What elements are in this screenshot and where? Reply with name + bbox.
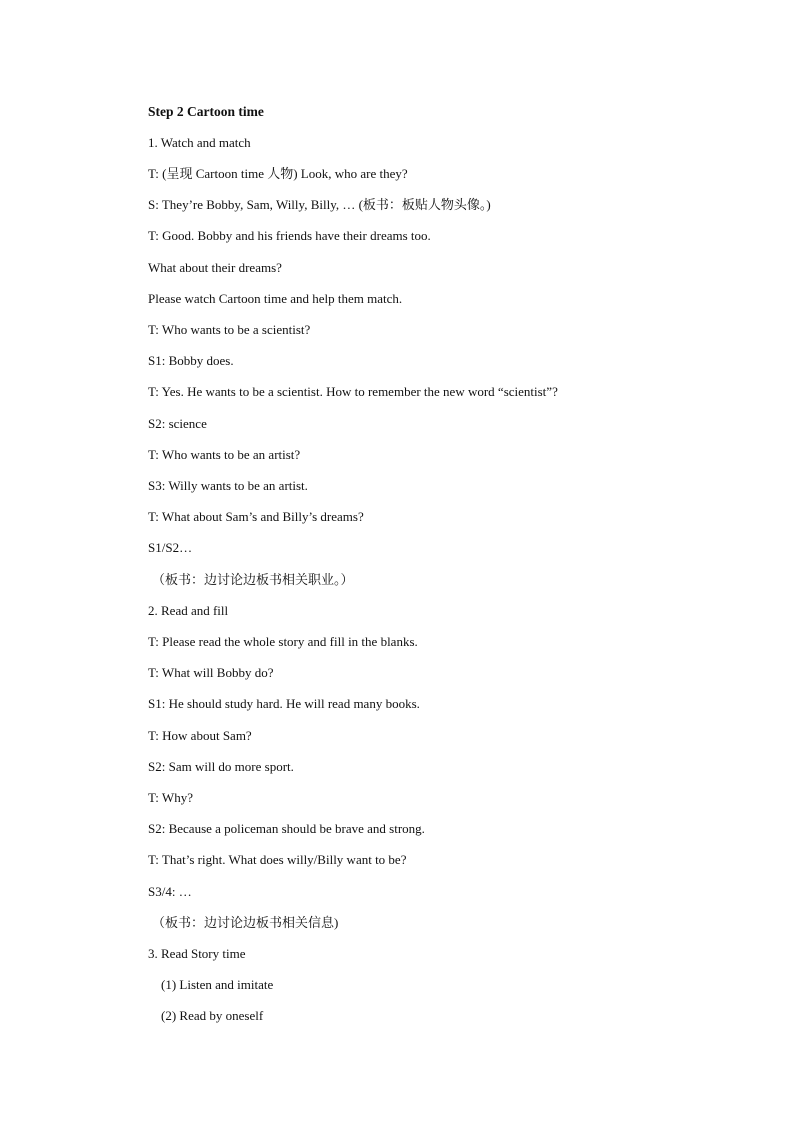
text-line: S3: Willy wants to be an artist. — [148, 478, 308, 493]
text-line: What about their dreams? — [148, 260, 282, 275]
text-line: T: Please read the whole story and fill in the blanks. — [148, 634, 418, 649]
text-line: T: Why? — [148, 790, 193, 805]
text-line: S3/4: … — [148, 884, 192, 899]
text-line: T: Yes. He wants to be a scientist. How to remember the new word “scientist”? — [148, 384, 558, 399]
text-line: T: Good. Bobby and his friends have their dreams too. — [148, 228, 431, 243]
text-line: T: Who wants to be a scientist? — [148, 322, 311, 337]
text-line: T: Who wants to be an artist? — [148, 447, 301, 462]
text-line: S1/S2… — [148, 540, 193, 555]
text-line: S2: Sam will do more sport. — [148, 759, 294, 774]
text-line: T: How about Sam? — [148, 728, 252, 743]
heading-watch-and-match: 1. Watch and match — [148, 135, 251, 150]
text-line: S2: science — [148, 416, 207, 431]
sub-item: (1) Listen and imitate — [161, 977, 274, 992]
text-line: S1: Bobby does. — [148, 353, 234, 368]
sub-item: (2) Read by oneself — [161, 1008, 264, 1023]
heading-read-and-fill: 2. Read and fill — [148, 603, 229, 618]
text-line: Please watch Cartoon time and help them match. — [148, 291, 403, 306]
section-title: Step 2 Cartoon time — [148, 104, 264, 119]
blackboard-note: （板书：边讨论边板书相关信息) — [152, 915, 339, 930]
text-line: T: What will Bobby do? — [148, 665, 274, 680]
text-line: T: That’s right. What does willy/Billy want to be? — [148, 852, 407, 867]
text-line: T: (呈现 Cartoon time 人物) Look, who are they? — [148, 166, 408, 181]
text-line: S1: He should study hard. He will read many books. — [148, 696, 420, 711]
text-line: T: What about Sam’s and Billy’s dreams? — [148, 509, 364, 524]
blackboard-note: （板书：边讨论边板书相关职业。） — [152, 572, 354, 587]
text-line: S: They’re Bobby, Sam, Willy, Billy, … (板书：板贴人物头像。) — [148, 197, 491, 212]
heading-read-story-time: 3. Read Story time — [148, 946, 246, 961]
text-line: S2: Because a policeman should be brave and strong. — [148, 821, 425, 836]
